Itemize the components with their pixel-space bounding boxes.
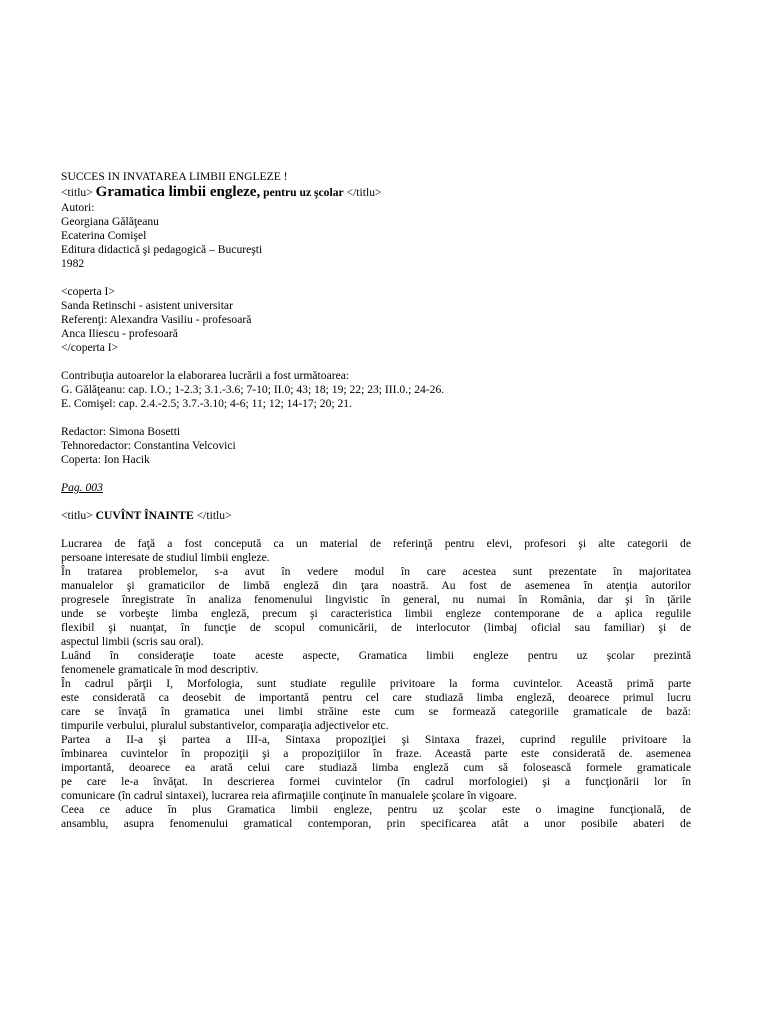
publisher: Editura didactică şi pedagogică – Bucureşti [61,243,263,256]
body-line: timpurile verbului, pluralul substantivelor, comparaţia adjectivelor etc. [61,719,389,732]
body-line: este considerată ca deosebit de importantă pentru cel care studiază limba engleză, deoarece primul lucru [61,691,691,704]
body-line: Lucrarea de faţă a fost concepută ca un material de referinţă pentru elevi, profesori şi alte categorii de [61,537,691,550]
body-line: care se învaţă în gramatica unei limbi străine este cum se formează categoriile gramaticale de bază: [61,705,691,718]
author-name: Ecaterina Comişel [61,229,147,242]
staff-line: Coperta: Ion Hacik [61,453,150,466]
body-line: comunicare (în cadrul sintaxei), lucrarea reia afirmaţiile conţinute în manualele şcolare în vigoare. [61,789,517,802]
section-title: CUVÎNT ÎNAINTE [95,509,194,522]
cover-open-tag: <coperta I> [61,285,115,298]
page-reference [61,481,691,495]
document-heading: SUCCES IN INVATAREA LIMBII ENGLEZE ! [61,170,288,183]
body-line: flexibil şi nuanţat, în funcţie de scopul comunicării, de interlocutor (limbaj oficial sau familiar) şi de [61,621,691,634]
section-title-line [61,509,691,523]
body-line: progresele înregistrate în analiza fenomenului lingvistic în general, nu numai în România, dar şi în ţările [61,593,691,606]
body-line: fenomenele gramaticale în mod descriptiv. [61,663,259,676]
contribution-line: E. Comişel: cap. 2.4.-2.5; 3.7.-3.10; 4-6; 11; 12; 14-17; 20; 21. [61,397,352,410]
body-line: aspectul limbii (scris sau oral). [61,635,204,648]
section-open-tag: <titlu> [61,509,93,522]
staff-line: Tehnoredactor: Constantina Velcovici [61,439,236,452]
author-name: Georgiana Gălăţeanu [61,215,159,228]
body-line: pe care le-a învăţat. In descrierea formei cuvintelor (în cadrul morfologiei) şi a funcţionării lor în [61,775,691,788]
cover-close-tag: </coperta I> [61,341,119,354]
cover-credit: Sanda Retinschi - asistent universitar [61,299,233,312]
title-close-tag: </titlu> [346,186,382,199]
book-title: Gramatica limbii engleze, [95,184,261,200]
authors-label: Autori: [61,201,95,214]
body-line: Luând în consideraţie toate aceste aspecte, Gramatica limbii engleze pentru uz şcolar prezintă [61,649,691,662]
body-line: unde se vorbeşte limba engleză, precum şi caracteristica limbii engleze contemporane de a aplica regulile [61,607,691,620]
body-line: Partea a II-a şi partea a III-a, Sintaxa propoziţiei şi Sintaxa frazei, cuprind regulile privitoare la [61,733,691,746]
contribution-line: G. Gălăţeanu: cap. I.O.; 1-2.3; 3.1.-3.6; 7-10; II.0; 43; 18; 19; 22; 23; III.0.; 24-26. [61,383,445,396]
page-reference-text: Pag. 003 [61,481,103,494]
staff-line: Redactor: Simona Bosetti [61,425,181,438]
preface-body [61,537,691,831]
reviewer: Referenţi: Alexandra Vasiliu - profesoară [61,313,252,326]
body-line: În cadrul părţii I, Morfologia, sunt studiate regulile privitoare la forma cuvintelor. Această primă parte [61,677,691,690]
body-line: importantă, deoarece ea arată celui care studiază limba engleză cum să folosească formele gramaticale [61,761,691,774]
book-title-line [61,184,691,201]
reviewer: Anca Iliescu - profesoară [61,327,178,340]
body-line: manualelor şi gramaticilor de limbă engleză din ţara noastră. Au fost de asemenea în atenţia autorilor [61,579,691,592]
body-line: persoane interesate de studiul limbii engleze. [61,551,270,564]
section-close-tag: </titlu> [196,509,232,522]
body-line: îmbinarea cuvintelor în propoziţii şi a propoziţiilor în fraze. Această parte este considerată de. asemenea [61,747,691,760]
title-open-tag: <titlu> [61,186,93,199]
publication-year: 1982 [61,257,85,270]
body-line: În tratarea problemelor, s-a avut în vedere modul în care acestea sunt prezentate în majoritatea [61,565,691,578]
body-line: Ceea ce aduce în plus Gramatica limbii engleze, pentru uz şcolar este o imagine funcţională, de [61,803,691,816]
document-page [61,170,691,831]
body-line: ansamblu, asupra fenomenului gramatical contemporan, prin specificarea atât a unor posibile abateri de [61,817,691,830]
contribution-intro: Contribuţia autoarelor la elaborarea lucrării a fost următoarea: [61,369,350,382]
book-subtitle: pentru uz şcolar [263,186,344,199]
